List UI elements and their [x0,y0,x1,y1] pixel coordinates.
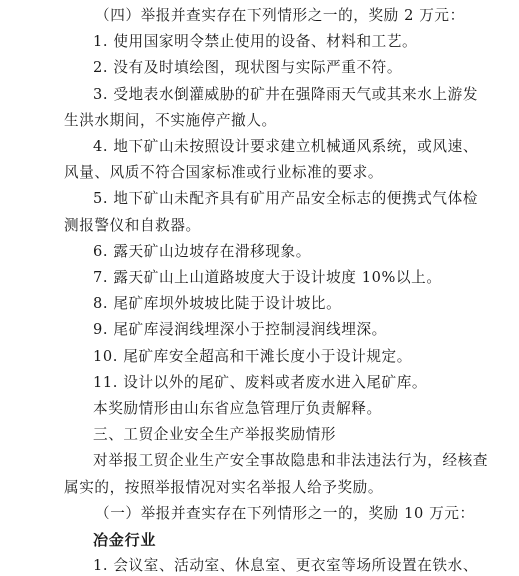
list-item: 1. 使用国家明令禁止使用的设备、材料和工艺。 [93,33,418,51]
list-item-continued: 测报警仪和自救器。 [64,216,201,234]
list-item: 3. 受地表水倒灌威胁的矿井在强降雨天气或其来水上游发 [93,85,479,103]
interpretation-note: 本奖励情形由山东省应急管理厅负责解释。 [93,400,382,417]
list-item: 8. 尾矿库坝外坡坡比陡于设计坡比。 [93,295,342,313]
list-item: 11. 设计以外的尾矿、废料或者废水进入尾矿库。 [93,373,428,391]
list-item: 5. 地下矿山未配齐具有矿用产品安全标志的便携式气体检 [93,190,479,208]
list-item: 1. 会议室、活动室、休息室、更衣室等场所设置在铁水、 [93,557,479,575]
paragraph-continued: 属实的，按照举报情况对实名举报人给予奖励。 [64,478,384,496]
paragraph: 对举报工贸企业生产安全事故隐患和非法违法行为，经核查 [93,452,489,470]
list-item: 10. 尾矿库安全超高和干滩长度小于设计规定。 [93,347,412,365]
section-one-heading: （一）举报并查实存在下列情形之一的，奖励 10 万元： [95,504,475,522]
list-item-continued: 风量、风质不符合国家标准或行业标准的要求。 [64,164,384,182]
list-item: 4. 地下矿山未按照设计要求建立机械通风系统，或风速、 [93,138,479,155]
list-item: 9. 尾矿库浸润线埋深小于控制浸润线埋深。 [93,321,387,339]
section-three-heading: 三、工贸企业安全生产举报奖励情形 [93,426,337,444]
list-item: 7. 露天矿山上山道路坡度大于设计坡度 10%以上。 [93,269,442,286]
list-item: 6. 露天矿山边坡存在滑移现象。 [93,242,311,260]
industry-heading: 冶金行业 [93,531,157,549]
list-item-continued: 生洪水期间，不实施停产撤人。 [64,111,277,129]
section-four-heading: （四）举报并查实存在下列情形之一的，奖励 2 万元： [95,7,465,24]
list-item: 2. 没有及时填绘图，现状图与实际严重不符。 [93,59,403,77]
